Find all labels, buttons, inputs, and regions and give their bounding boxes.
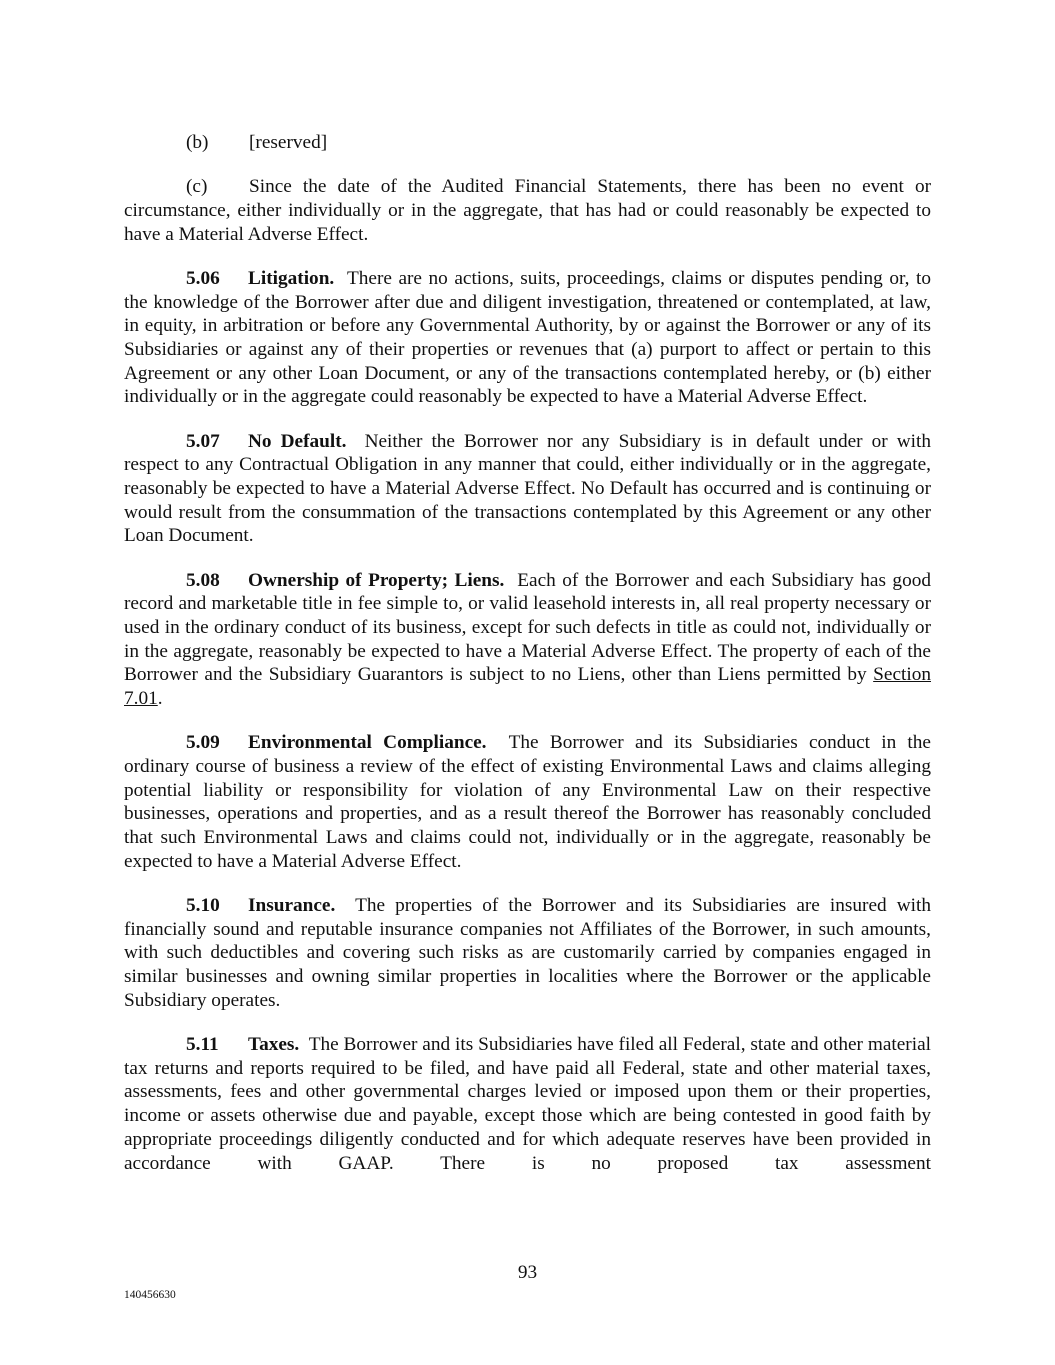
section-7-01-link[interactable]: Section 7.01	[124, 664, 931, 710]
section-heading: Litigation.	[248, 267, 335, 289]
section-5-11	[124, 1033, 931, 1175]
section-text: The Borrower and its Subsidiaries have filed all Federal, state and other material tax returns and reports required to be filed, and have paid all Federal, state and other material taxes, assessments, fees and other governmental charges levied or imposed upon them or their properties, income or assets otherwise due and payable, except those which are being contested in good faith by appropriate proceedings diligently conducted and for which adequate reserves have been provided in accordance with GAAP. There is no proposed tax assessment	[124, 1034, 931, 1174]
section-text-end: .	[157, 688, 163, 710]
section-number: 5.06	[186, 267, 220, 289]
clause-label: (c)	[186, 176, 208, 198]
document-page	[124, 131, 931, 1196]
document-id: 140456630	[124, 1289, 176, 1301]
section-5-07	[124, 430, 931, 549]
section-number: 5.08	[186, 569, 220, 591]
section-number: 5.09	[186, 732, 220, 754]
section-heading: Ownership of Property; Liens.	[248, 569, 505, 591]
section-5-10	[124, 894, 931, 1013]
clause-label: (b)	[186, 132, 209, 153]
page-number: 93	[517, 1262, 538, 1283]
section-heading: No Default.	[248, 430, 347, 452]
section-heading: Environmental Compliance.	[248, 732, 487, 754]
section-number: 5.11	[186, 1034, 219, 1055]
section-number: 5.10	[186, 894, 220, 916]
section-heading: Taxes.	[248, 1034, 300, 1055]
section-text: The Borrower and its Subsidiaries conduct in the ordinary course of business a review of the effect of existing Environmental Laws and claims alleging potential liability or responsibility for violation of any Environmental Law on their respective businesses, operations and properties, and as a result thereof the Borrower has reasonably concluded that such Environmental Laws and claims could not, individually or in the aggregate, reasonably be expected to have a Material Adverse Effect.	[124, 732, 931, 872]
section-text: Each of the Borrower and each Subsidiary has good record and marketable title in fee simple to, or valid leasehold interests in, all real property necessary or used in the ordinary conduct of its business, except for such defects in title as could not, individually or in the aggregate, reasonably be expected to have a Material Adverse Effect. The property of each of the Borrower and the Subsidiary Guarantors is subject to no Liens, other than Liens permitted by	[124, 569, 931, 686]
section-text: Neither the Borrower nor any Subsidiary is in default under or with respect to any Contractual Obligation in any manner that could, either individually or in the aggregate, reasonably be expected to have a Material Adverse Effect. No Default has occurred and is continuing or would result from the consummation of the transactions contemplated by this Agreement or any other Loan Document.	[124, 430, 931, 547]
section-heading: Insurance.	[248, 894, 336, 916]
clause-text: [reserved]	[249, 132, 328, 153]
section-number: 5.07	[186, 430, 220, 452]
section-5-09	[124, 731, 931, 873]
clause-text: Since the date of the Audited Financial Statements, there has been no event or circumstance, either individually or in the aggregate, that has had or could reasonably be expected to have a Material Adverse Effect.	[124, 176, 931, 245]
section-5-08	[124, 569, 931, 711]
section-5-06	[124, 267, 931, 409]
section-text: The properties of the Borrower and its Subsidiaries are insured with financially sound and reputable insurance companies not Affiliates of the Borrower, in such amounts, with such deductibles and covering such risks as are customarily carried by companies engaged in similar businesses and owning similar properties in localities where the Borrower or the applicable Subsidiary operates.	[124, 894, 931, 1011]
clause-c	[124, 175, 931, 246]
clause-b	[124, 131, 931, 155]
section-text: There are no actions, suits, proceedings, claims or disputes pending or, to the knowledge of the Borrower after due and diligent investigation, threatened or contemplated, at law, in equity, in arbitration or before any Governmental Authority, by or against the Borrower or any of its Subsidiaries or against any of their properties or revenues that (a) purport to affect or pertain to this Agreement or any other Loan Document, or any of the transactions contemplated hereby, or (b) either individually or in the aggregate could reasonably be expected to have a Material Adverse Effect.	[124, 267, 931, 408]
